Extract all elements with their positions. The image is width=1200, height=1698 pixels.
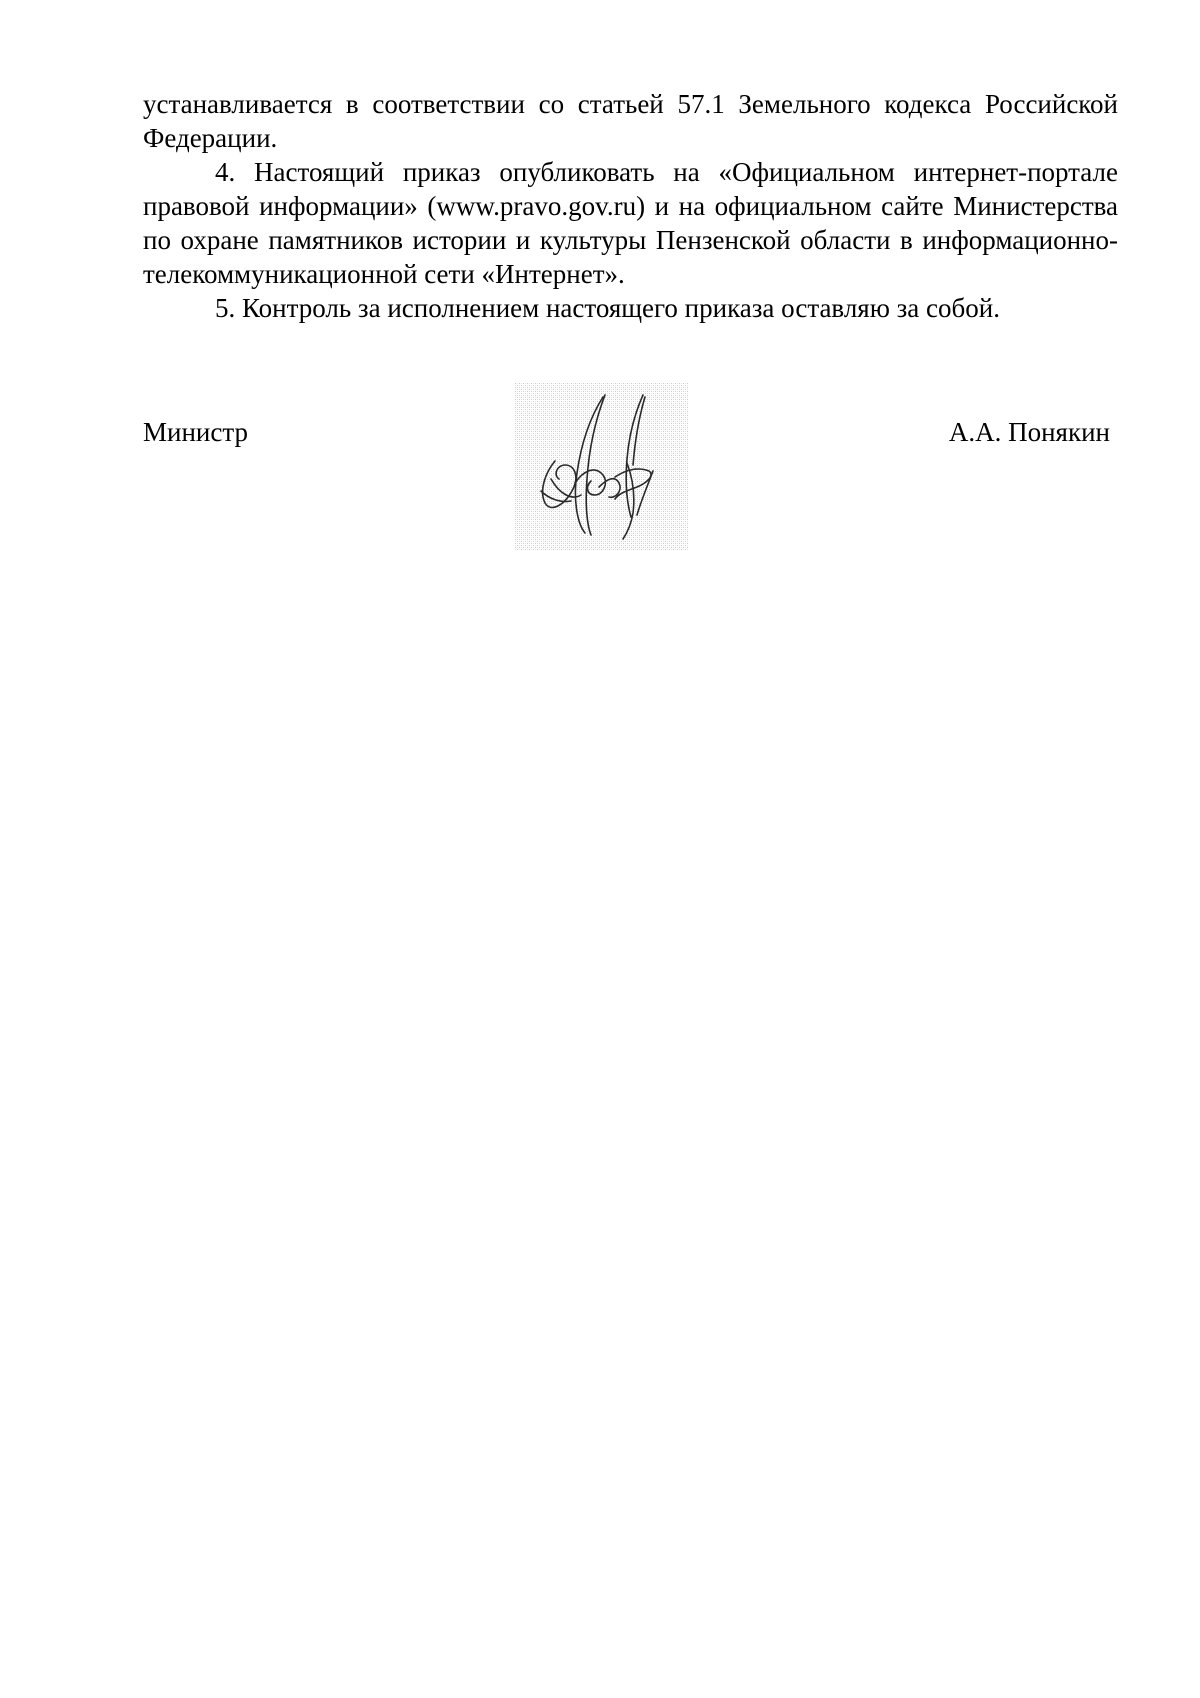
signer-name: А.А. Понякин (948, 417, 1110, 447)
paragraph-continuation: устанавливается в соответствии со статьей 57.1 Земельного кодекса Российской Федерации. (143, 89, 1118, 153)
document-body (143, 87, 1118, 325)
handwritten-signature-icon (515, 383, 689, 551)
signer-position: Министр (143, 417, 248, 447)
paragraph-item-5: 5. Контроль за исполнением настоящего приказа оставляю за собой. (215, 293, 1000, 323)
paragraph-item-4: 4. Настоящий приказ опубликовать на «Официальном интернет-портале правовой информации» (www.pravo.gov.ru) и на официальном сайте Министерства по охране памятников истории и культуры Пензенской области в информационно-телекоммуникационной сети «Интернет». (143, 157, 1118, 289)
